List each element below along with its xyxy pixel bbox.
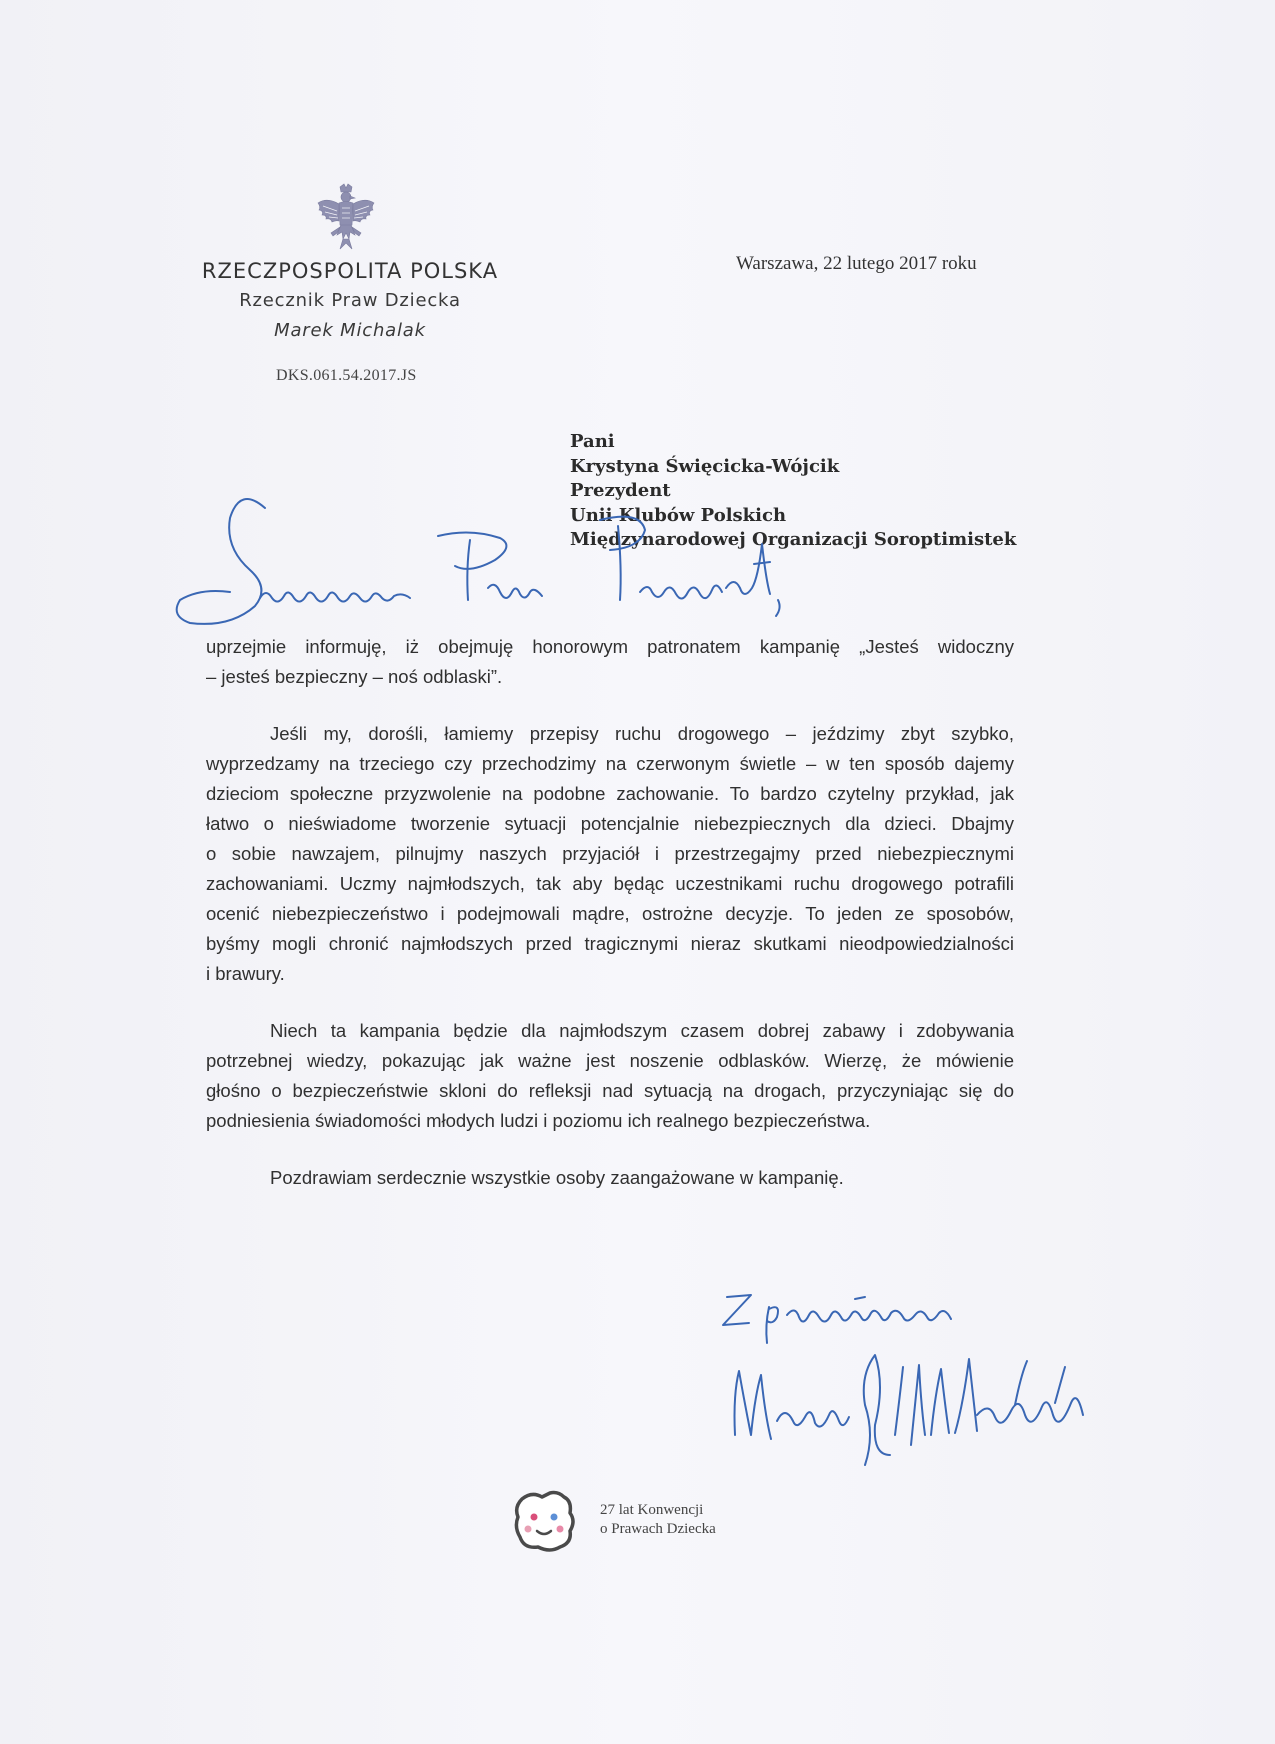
- recipient-line: Prezydent: [570, 480, 671, 501]
- body-line: byśmy mogli chronić najmłodszych przed tragicznymi nieraz skutkami nieodpowiedzialności: [206, 933, 1014, 954]
- issuer-name: Marek Michalak: [274, 320, 426, 341]
- recipient-line: Unii Klubów Polskich: [570, 504, 787, 526]
- body-line: zachowaniami. Uczmy najmłodszych, tak aby będąc uczestnikami ruchu drogowego potrafili: [206, 873, 1014, 894]
- body-line: Niech ta kampania będzie dla najmłodszym czasem dobrej zabawy i zdobywania: [270, 1020, 1014, 1041]
- body-line: łatwo o nieświadome tworzenie sytuacji potencjalnie niebezpiecznych dla dzieci. Dbajmy: [206, 813, 1014, 834]
- body-line: Pozdrawiam serdecznie wszystkie osoby zaangażowane w kampanię.: [270, 1167, 844, 1188]
- polish-eagle-icon: [315, 183, 377, 255]
- handwritten-greeting: [170, 488, 820, 648]
- date-line: Warszawa, 22 lutego 2017 roku: [736, 253, 977, 274]
- logo-caption-line: o Prawach Dziecka: [600, 1521, 716, 1537]
- body-line: i brawury.: [206, 963, 285, 984]
- smiling-face-badge-icon: [510, 1487, 580, 1557]
- body-line: wyprzedzamy na trzeciego czy przechodzimy na czerwonym świetle – w ten sposób dajemy: [206, 753, 1014, 774]
- issuer-country: RZECZPOSPOLITA POLSKA: [201, 259, 499, 283]
- issuer-block: [170, 256, 530, 346]
- letter-body: [206, 632, 1014, 1193]
- body-line: głośno o bezpieczeństwie skloni do refleksji nad sytuacją na drogach, przyczyniając się do: [206, 1080, 1014, 1101]
- body-line: – jesteś bezpieczny – noś odblaski”.: [206, 666, 503, 687]
- recipient-line: Krystyna Święcicka-Wójcik: [570, 455, 840, 477]
- recipient-line: Pani: [570, 431, 615, 452]
- body-line: uprzejmie informuję, iż obejmuję honorowym patronatem kampanię „Jesteś widoczny: [206, 636, 1014, 657]
- reference-number: DKS.061.54.2017.JS: [276, 367, 417, 384]
- logo-caption-line: 27 lat Konwencji: [600, 1502, 704, 1518]
- recipient-line: Międzynarodowej Organizacji Soroptimistek: [570, 529, 1017, 550]
- convention-logo: [510, 1487, 720, 1557]
- logo-caption: [600, 1501, 716, 1539]
- body-line: Jeśli my, dorośli, łamiemy przepisy ruchu drogowego – jeździmy zbyt szybko,: [270, 723, 1014, 744]
- body-line: ocenić niebezpieczeństwo i podejmowali mądre, ostrożne decyzje. To jeden ze sposobów,: [206, 903, 1014, 924]
- body-line: dzieciom społeczne przyzwolenie na podobne zachowanie. To bardzo czytelny przykład, jak: [206, 783, 1014, 804]
- handwritten-signature: [715, 1285, 1135, 1495]
- body-line: potrzebnej wiedzy, pokazując jak ważne jest noszenie odblasków. Wierzę, że mówienie: [206, 1050, 1014, 1071]
- body-line: o sobie nawzajem, pilnujmy naszych przyjaciół i przestrzegajmy przed niebezpiecznymi: [206, 843, 1014, 864]
- body-line: podniesienia świadomości młodych ludzi i poziomu ich realnego bezpieczeństwa.: [206, 1110, 871, 1131]
- issuer-office: Rzecznik Praw Dziecka: [239, 290, 461, 311]
